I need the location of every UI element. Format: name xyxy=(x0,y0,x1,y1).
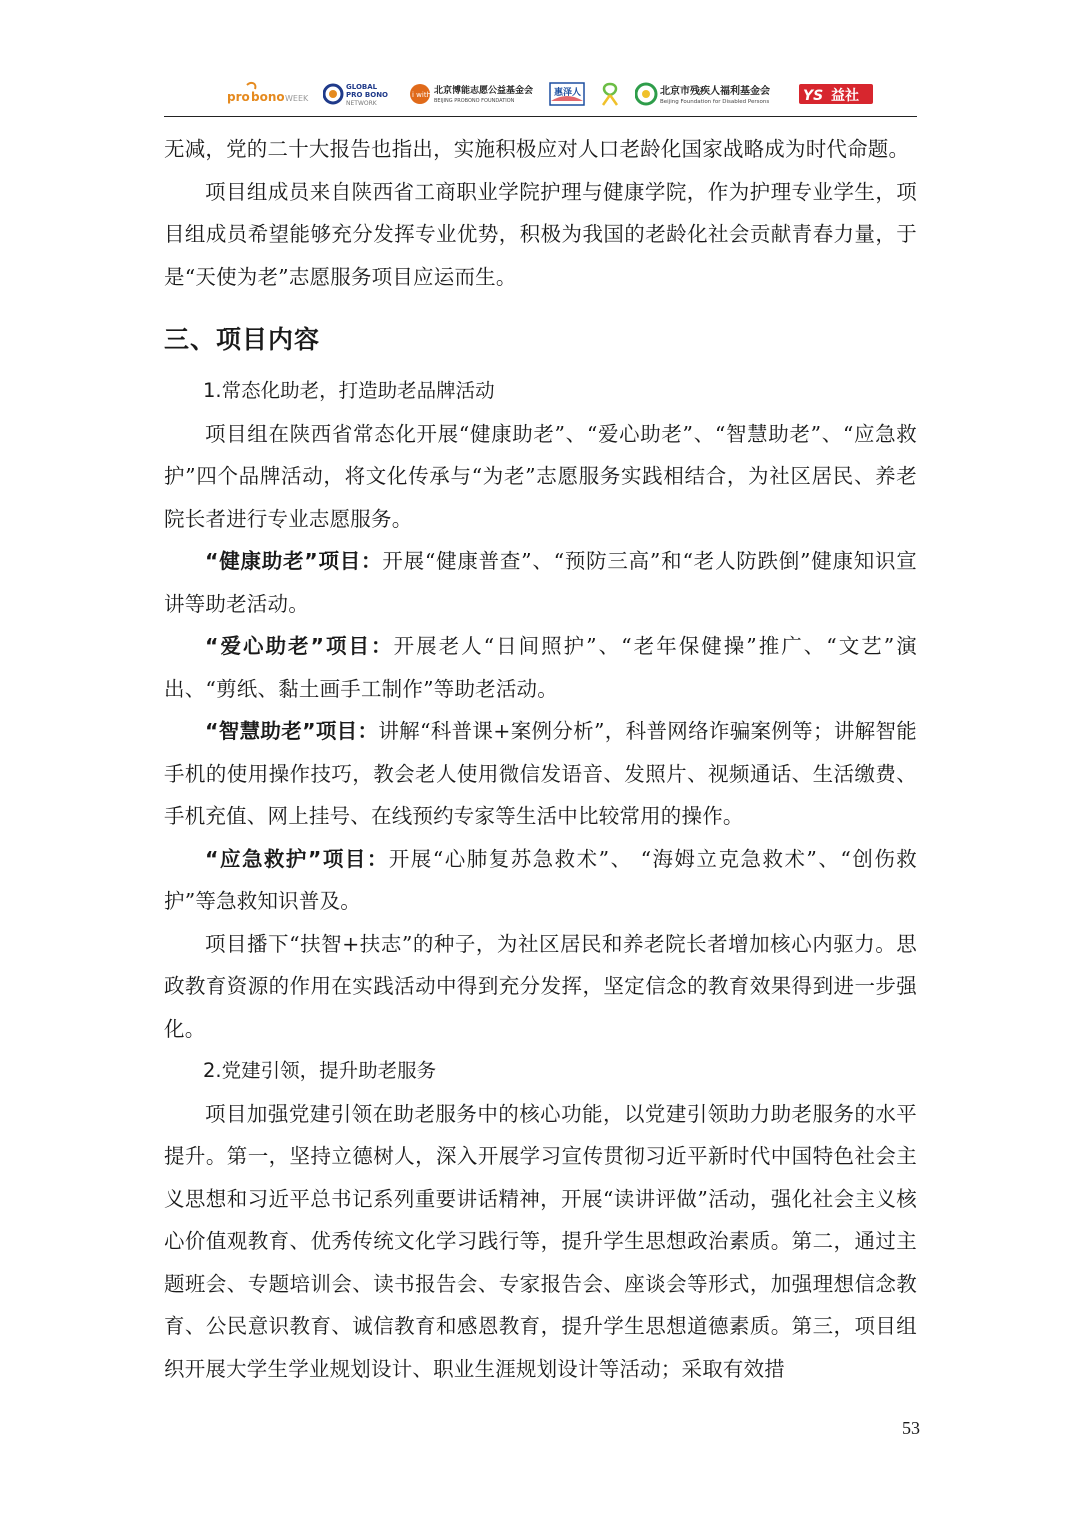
svg-text:i with: i with xyxy=(412,91,432,99)
ribbon-logo xyxy=(597,81,623,107)
page-header xyxy=(164,74,917,117)
paragraph-team-origin: 项目组成员来自陕西省工商职业学院护理与健康学院，作为护理专业学生，项目组成员希望能够充分发挥专业优势，积极为我国的老龄化社会贡献青春力量，于是“天使为老”志愿服务项目应运而生。 xyxy=(164,179,917,289)
page-number: 53 xyxy=(902,1418,920,1438)
svg-text:PRO BONO: PRO BONO xyxy=(346,91,389,99)
paragraph-continued: 无减，党的二十大报告也指出，实施积极应对人口老龄化国家战略成为时代命题。 xyxy=(164,137,910,161)
item-smart-aid xyxy=(164,710,917,838)
svg-text:北京市残疾人福利基金会: 北京市残疾人福利基金会 xyxy=(660,86,770,97)
yishe-logo xyxy=(799,81,873,107)
item-emergency-aid-lead: “应急救护”项目： xyxy=(205,846,389,871)
svg-text:惠泽人: 惠泽人 xyxy=(554,88,582,98)
item-emergency-aid-text: 开展“心肺复苏急救术”、 “海姆立克急救术”、“创伤救护”等急救知识普及。 xyxy=(164,846,917,913)
paragraph-ideology-education: 项目播下“扶智+扶志”的种子，为社区居民和养老院长者增加核心内驱力。思政教育资源的作用在实践活动中得到充分发挥，坚定信念的教育效果得到进一步强化。 xyxy=(164,931,917,1041)
probono-week-logo xyxy=(227,81,311,107)
item-smart-aid-text: 讲解“科普课+案例分析”，科普网络诈骗案例等；讲解智能手机的使用操作技巧，教会老人使用微信发语音、发照片、视频通话、生活缴费、手机充值、网上挂号、在线预约专家等生活中比较常用的操作。 xyxy=(164,719,917,828)
item-love-aid-lead: “爱心助老”项目： xyxy=(205,634,394,658)
svg-text:bono: bono xyxy=(251,90,285,104)
item-emergency-aid xyxy=(164,838,917,923)
item-love-aid xyxy=(164,625,917,710)
svg-text:北京博能志愿公益基金会: 北京博能志愿公益基金会 xyxy=(434,86,534,96)
paragraph-party-building: 项目加强党建引领在助老服务中的核心功能，以党建引领助力助老服务的水平提升。第一，坚持立德树人，深入开展学习宣传贯彻习近平新时代中国特色社会主义思想和习近平总书记系列重要讲话精神，开展“读讲评做”活动，强化社会主义核心价值观教育、优秀传统文化学习践行等，提升学生思想政治素质。第二，通过主题班会、专题培训会、读书报告会、专家报告会、座谈会等形式，加强理想信念教育、公民意识教育、诚信教育和感恩教育，提升学生思想道德素质。第三，项目组织开展大学生学业规划设计、职业生涯规划设计等活动；采取有效措 xyxy=(164,1101,917,1381)
item-health-aid-text: 开展“健康普查”、“预防三高”和“老人防跌倒”健康知识宣讲等助老活动。 xyxy=(164,549,917,616)
paragraph-brand-activities: 项目组在陕西省常态化开展“健康助老”、“爱心助老”、“智慧助老”、“应急救护”四个品牌活动，将文化传承与“为老”志愿服务实践相结合，为社区居民、养老院长者进行专业志愿服务。 xyxy=(164,421,917,531)
svg-text:GLOBAL: GLOBAL xyxy=(346,83,378,91)
global-pro-bono-network-logo xyxy=(323,81,397,107)
item-health-aid xyxy=(164,540,917,625)
page-body xyxy=(164,128,917,1390)
subsection-heading-2: 2.党建引领，提升助老服务 xyxy=(203,1059,437,1082)
svg-text:pro: pro xyxy=(227,90,250,104)
subsection-heading-1: 1.常态化助老，打造助老品牌活动 xyxy=(203,379,495,402)
beijing-disabled-foundation-logo xyxy=(635,81,787,107)
svg-text:WEEK: WEEK xyxy=(285,94,309,103)
beijing-probono-foundation-logo xyxy=(409,81,537,107)
svg-text:Beijing Foundation for Disable: Beijing Foundation for Disabled Persons xyxy=(660,99,770,105)
huize-logo xyxy=(549,81,585,107)
item-love-aid-text: 开展老人“日间照护”、“老年保健操”推广、“文艺”演出、“剪纸、黏土画手工制作”等助老活动。 xyxy=(164,634,917,701)
item-health-aid-lead: “健康助老”项目： xyxy=(205,549,383,573)
sponsor-logos xyxy=(227,78,873,110)
svg-text:BEIJING PROBONO FOUNDATION: BEIJING PROBONO FOUNDATION xyxy=(434,98,515,104)
item-smart-aid-lead: “智慧助老”项目： xyxy=(205,719,379,743)
svg-text:YS: YS xyxy=(803,88,824,104)
section-heading-project-content: 三、项目内容 xyxy=(164,325,321,354)
svg-text:NETWORK: NETWORK xyxy=(346,100,377,107)
svg-text:益社: 益社 xyxy=(831,88,859,104)
